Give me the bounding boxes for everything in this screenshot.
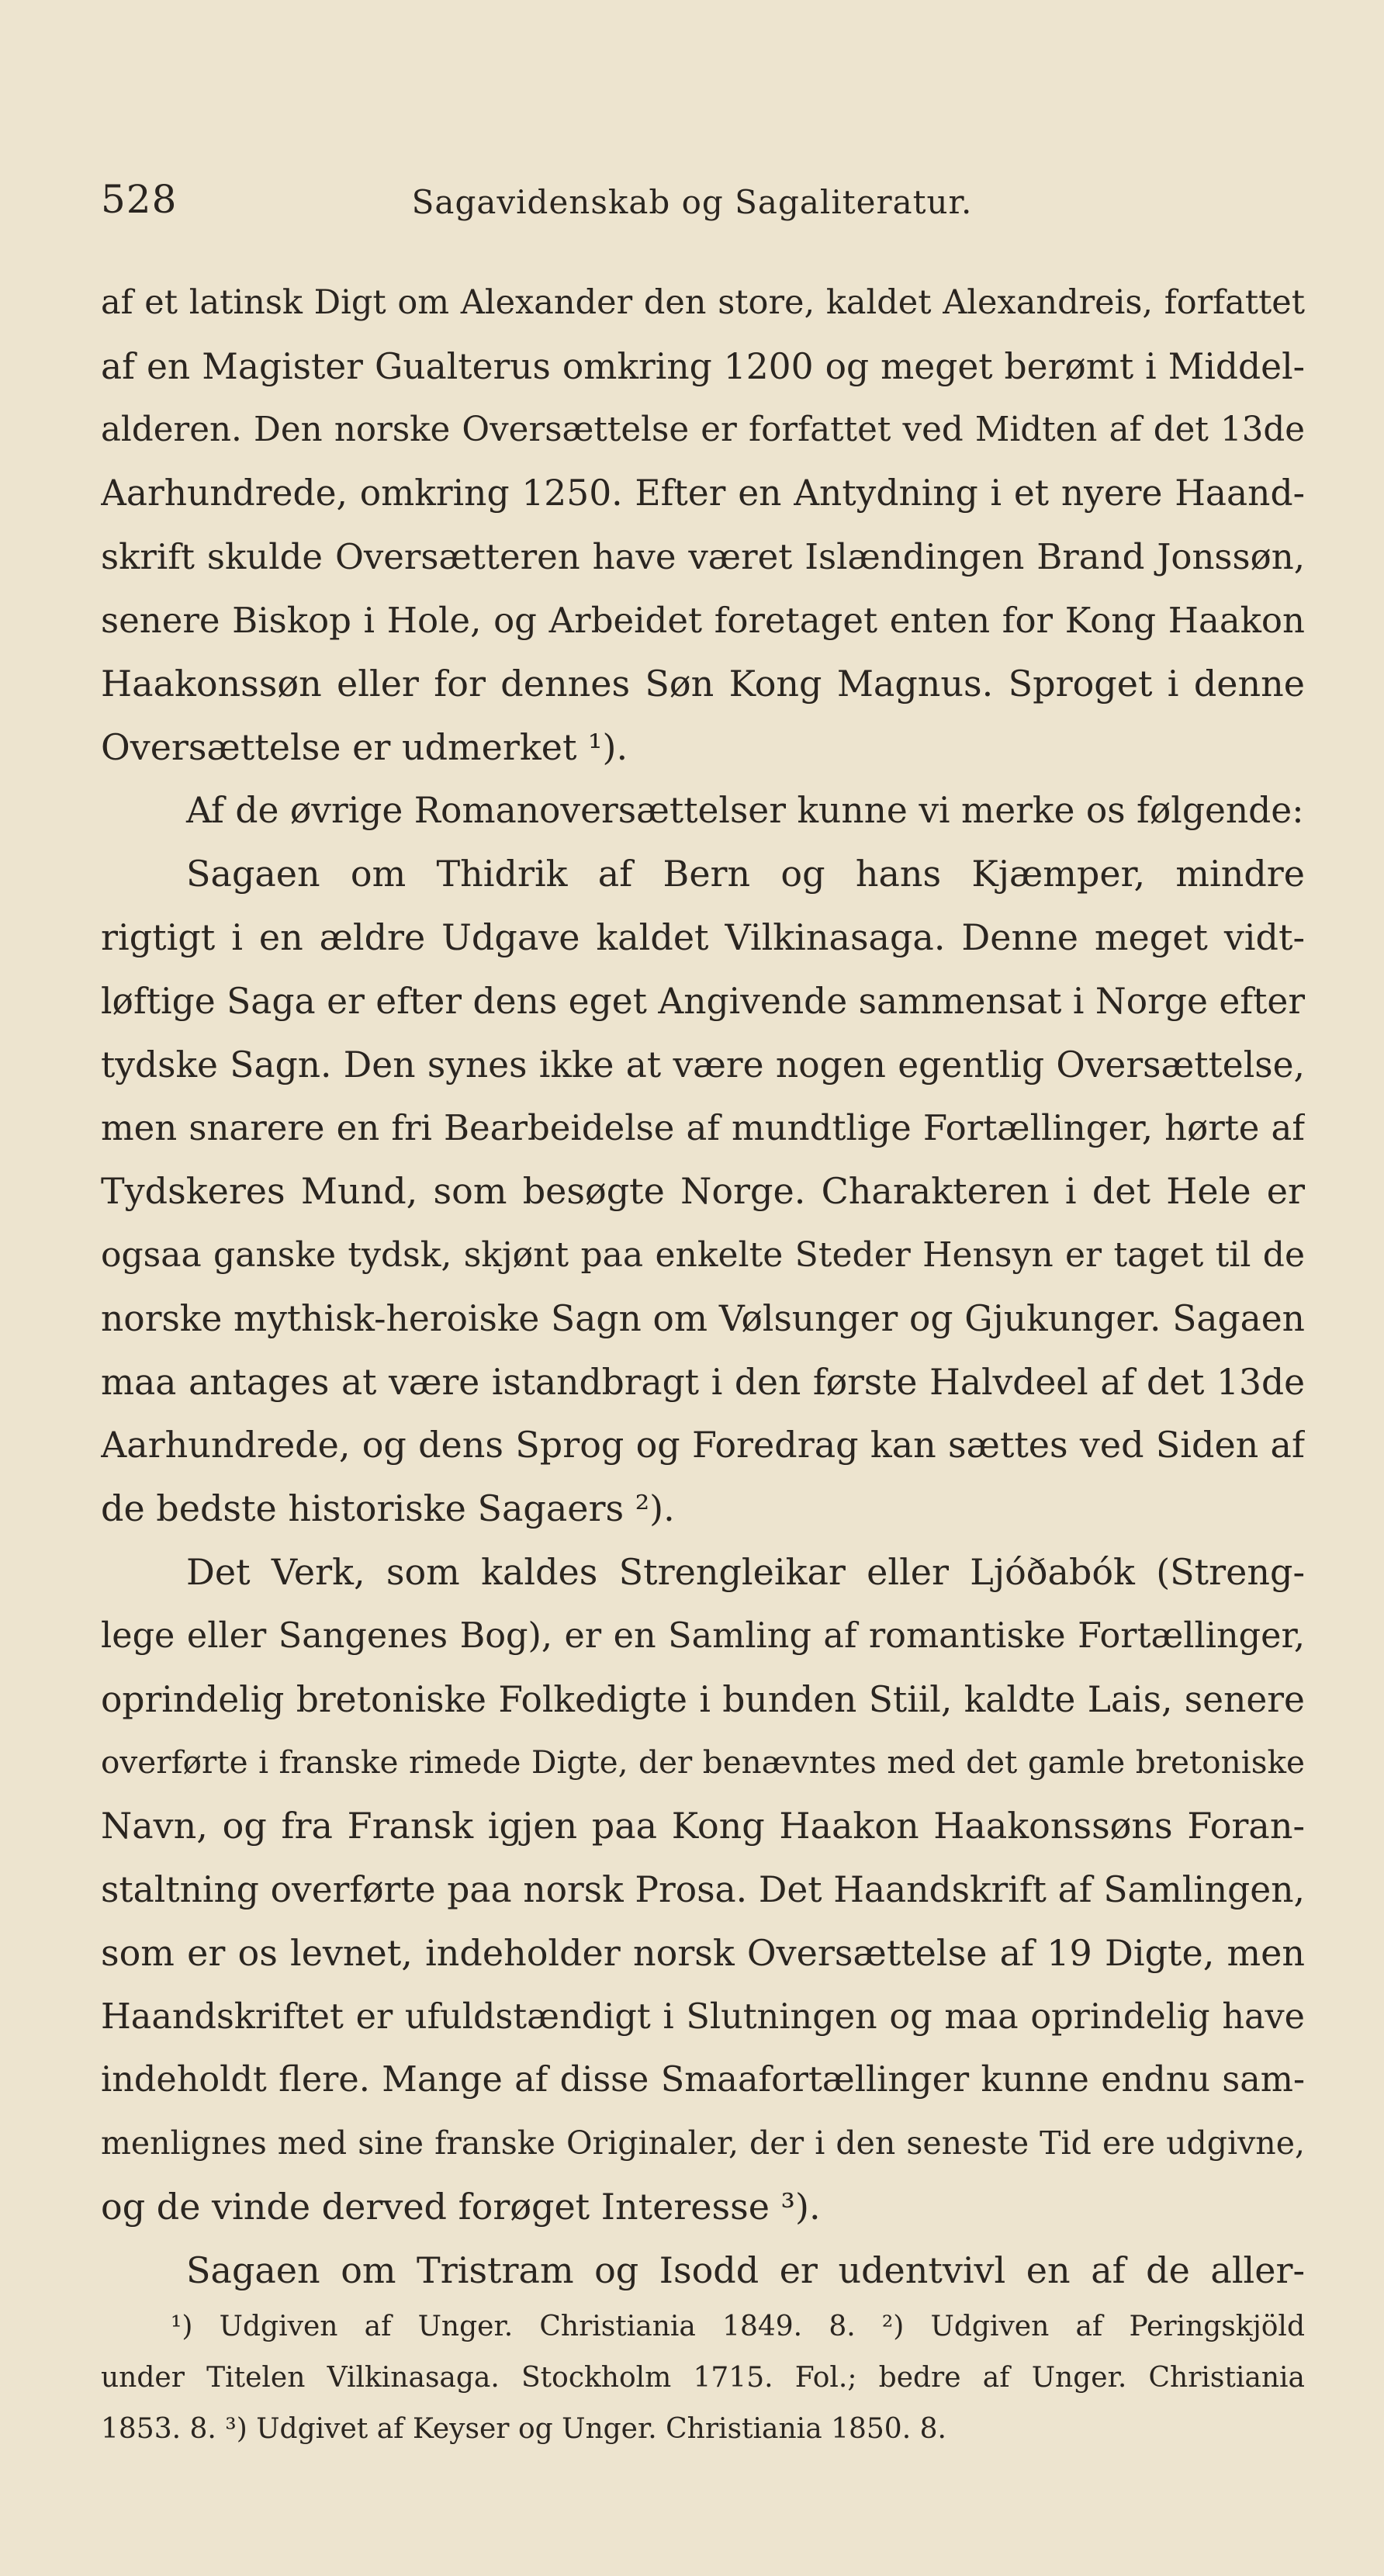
text-line: Af de øvrige Romanoversættelser kunne vi merke os følgende: [186,790,1304,832]
text-line: Tydskeres Mund, som besøgte Norge. Charakteren i det Hele er [101,1170,1305,1213]
text-line: af en Magister Gualterus omkring 1200 og meget berømt i Middel- [101,345,1305,387]
text-line: og de vinde derved forøget Interesse ³). [101,2185,821,2228]
text-line: skrift skulde Oversætteren have været Islændingen Brand Jonssøn, [101,536,1305,578]
footnotes [101,2301,1305,2455]
text-line: indeholdt flere. Mange af disse Smaafortællinger kunne endnu sam- [101,2060,1305,2100]
text-line: rigtigt i en ældre Udgave kaldet Vilkinasaga. Denne meget vidt- [101,916,1305,958]
text-line: norske mythisk-heroiske Sagn om Vølsunger og Gjukunger. Sagaen [101,1297,1305,1339]
running-head: Sagavidenskab og Sagaliteratur. [411,183,973,221]
text-line: lege eller Sangenes Bog), er en Samling af romantiske Fortællinger, [101,1615,1305,1656]
text-line: Oversættelse er udmerket ¹). [101,725,628,768]
text-line: Navn, og fra Fransk igjen paa Kong Haakon Haakonssøns Foran- [101,1805,1305,1847]
body-text [101,272,1305,2303]
text-line: men snarere en fri Bearbeidelse af mundtlige Fortællinger, hørte af [101,1107,1305,1149]
text-line: af et latinsk Digt om Alexander den store, kaldet Alexandreis, forfattet [101,283,1305,322]
text-line: alderen. Den norske Oversættelse er forfattet ved Midten af det 13de [101,410,1305,449]
footnote-line: 1853. 8. ³) Udgivet af Keyser og Unger. Christiania 1850. 8. [101,2413,946,2445]
text-line: Haakonssøn eller for dennes Søn Kong Magnus. Sproget i denne [101,662,1305,705]
text-line: Aarhundrede, og dens Sprog og Foredrag kan sættes ved Siden af [101,1424,1305,1466]
text-line: Aarhundrede, omkring 1250. Efter en Antydning i et nyere Haand- [101,473,1305,514]
footnote-line: ¹) Udgiven af Unger. Christiania 1849. 8. ²) Udgiven af Peringskjöld [171,2311,1305,2342]
text-line: staltning overførte paa norsk Prosa. Det Haandskrift af Samlingen, [101,1868,1305,1910]
text-line: Det Verk, som kaldes Strengleikar eller Ljóðabók (Streng- [186,1550,1305,1593]
page-number: 528 [101,177,178,222]
text-line: maa antages at være istandbragt i den første Halvdeel af det 13de [101,1361,1305,1403]
text-line: Sagaen om Thidrik af Bern og hans Kjæmper, mindre [186,853,1305,895]
page-header [101,177,1283,231]
text-line: de bedste historiske Sagaers ²). [101,1487,675,1530]
text-line: menlignes med sine franske Originaler, der i den seneste Tid ere udgivne, [101,2124,1305,2162]
text-line: tydske Sagn. Den synes ikke at være nogen egentlig Oversættelse, [101,1044,1305,1085]
text-line: Sagaen om Tristram og Isodd er udentvivl en af de aller- [186,2249,1305,2291]
footnote-line: under Titelen Vilkinasaga. Stockholm 1715. Fol.; bedre af Unger. Christiania [101,2362,1305,2394]
text-line: løftige Saga er efter dens eget Angivende sammensat i Norge efter [101,980,1305,1022]
text-line: overførte i franske rimede Digte, der benævntes med det gamle bretoniske [101,1743,1305,1781]
text-line: oprindelig bretoniske Folkedigte i bunden Stiil, kaldte Lais, senere [101,1678,1305,1720]
text-line: senere Biskop i Hole, og Arbeidet foretaget enten for Kong Haakon [101,599,1305,641]
text-line: som er os levnet, indeholder norsk Oversættelse af 19 Digte, men [101,1931,1305,1974]
text-line: ogsaa ganske tydsk, skjønt paa enkelte Steder Hensyn er taget til de [101,1234,1305,1275]
text-line: Haandskriftet er ufuldstændigt i Slutningen og maa oprindelig have [101,1996,1305,2037]
